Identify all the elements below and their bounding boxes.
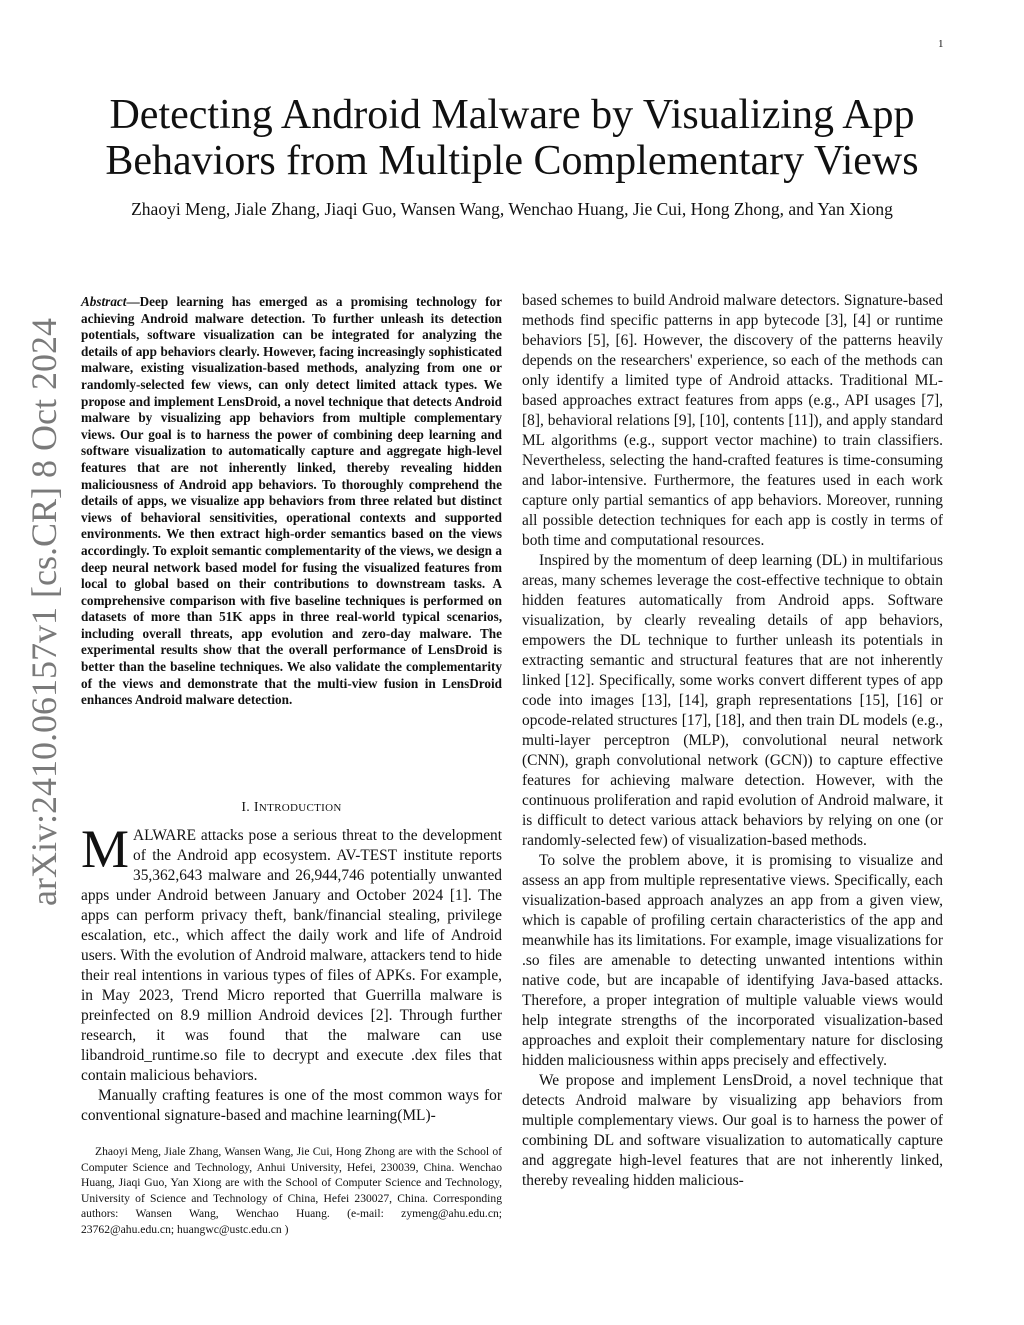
- right-paragraph-1: based schemes to build Android malware detectors. Signature-based methods find specific patterns in app bytecode [3], [4] or runtime behaviors [5], [6]. However, the discovery of the patterns heavily depends on the researchers' experience, so each of the methods can only identify a limited type of Android attacks. Traditional ML-based approaches extract features from apps (e.g., API usages [7], [8], behavioral relations [9], [10], contents [11]), and apply standard ML algorithms (e.g., support vector machine) to train classifiers. Nevertheless, selecting the hand-crafted features is time-consuming and labor-intensive. Furthermore, the features used in each work capture only partial semantics of app behaviors. Moreover, running all possible detection techniques for each app is costly in terms of both time and computational resources.: [522, 292, 943, 549]
- page-number: 1: [938, 38, 944, 50]
- footnote-text: Zhaoyi Meng, Jiale Zhang, Wansen Wang, Jie Cui, Hong Zhong are with the School of Computer Science and Technology, Anhui University, Hefei, 230039, China. Wenchao Huang, Jiaqi Guo, Yan Xiong are with the School of Computer Science and Technology, University of Science and Technology of China, Hefei 230027, China. Corresponding authors: Wansen Wang, Wenchao Huang. (e-mail: zymeng@ahu.edu.cn; 23762@ahu.edu.cn; huangwc@ustc.edu.cn ): [81, 1145, 502, 1236]
- abstract-text: —Deep learning has emerged as a promising technology for achieving Android malware detection. To further unleash its detection potentials, software visualization can be integrated for analyzing the details of app behaviors clearly. However, facing increasingly sophisticated malware, existing visualization-based methods, analyzing from one or randomly-selected few views, can only detect limited attack types. We propose and implement LensDroid, a novel technique that detects Android malware by visualizing app behaviors from multiple complementary views. Our goal is to harness the power of combining deep learning and software visualization to automatically capture and aggregate high-level features that are not inherently linked, thereby revealing hidden maliciousness of Android app behaviors. To thoroughly comprehend the details of apps, we visualize app behaviors from three related but distinct views of behavioral sensitivities, operational contexts and supported environments. We then extract high-order semantics based on the views accordingly. To exploit semantic complementarity of the views, we design a deep neural network based model for fusing the visualized features from local to global based on their contributions to downstream tasks. A comprehensive comparison with five baseline techniques is performed on datasets of more than 51K apps in three real-world typical scenarios, including overall threats, app evolution and zero-day malware. The experimental results show that the overall performance of LensDroid is better than the baseline techniques. We also validate the complementarity of the views and demonstrate that the multi-view fusion in LensDroid enhances Android malware detection.: [81, 294, 502, 708]
- right-column: [522, 291, 943, 1191]
- section-title-initial: I: [253, 800, 259, 815]
- section-title-rest: NTRODUCTION: [258, 802, 342, 814]
- author-list: Zhaoyi Meng, Jiale Zhang, Jiaqi Guo, Wansen Wang, Wenchao Huang, Jie Cui, Hong Zhong, and Yan Xiong: [131, 199, 893, 219]
- right-paragraph-2: Inspired by the momentum of deep learning (DL) in multifarious areas, many schemes leverage the cost-effective technique to obtain hidden features automatically from Android apps. Software visualization, by clearly revealing details of app behaviors, empowers the DL technique to further unleash its potentials in extracting semantic and structural features that are not inherently linked [12]. Specifically, some works convert different types of app code into images [13], [14], graph representations [15], [16] or opcode-related structures [17], [18], and then train DL models (e.g., multi-layer perceptron (MLP), convolutional neural network (CNN), graph convolutional network (GCN)) to capture effective features for achieving malware detection. However, with the continuous proliferation and rapid evolution of Android malware, it is difficult to detect various attack behaviors by relying on one (or randomly-selected few) of visualization-based methods.: [522, 552, 943, 849]
- section-heading-introduction: [81, 800, 502, 816]
- intro-paragraph-1-text: ALWARE attacks pose a serious threat to the development of the Android app ecosystem. AV-TEST institute reports 35,362,643 malware and 26,944,746 potentially unwanted apps under Android between January and October 2024 [1]. The apps can perform privacy theft, bank/financial stealing, privilege escalation, etc., which affect the daily work and life of Android users. With the evolution of Android malware, attackers tend to hide their real intentions in various types of files of APKs. For example, in May 2023, Trend Micro reported that Guerrilla malware is preinfected on 8.9 million Android devices [2]. Through further research, it was found that the malware can use libandroid_runtime.so file to decrypt and execute .dex files that contain malicious behaviors.: [81, 827, 502, 1084]
- abstract: [81, 294, 502, 709]
- abstract-heading: Abstract: [81, 294, 127, 309]
- arxiv-stamp: arXiv:2410.06157v1 [cs.CR] 8 Oct 2024: [24, 318, 64, 906]
- intro-paragraph-2: Manually crafting features is one of the most common ways for conventional signature-based and machine learning(ML)-: [81, 1087, 502, 1124]
- right-paragraph-3: To solve the problem above, it is promising to visualize and assess an app from multiple representative views. Specifically, each visualization-based approach analyzes an app from a given view, which is capable of profiling certain characteristics of the app and meanwhile has its limitations. For example, image visualizations for .so files are amenable to detecting unwanted intentions within native code, but are incapable of identifying Java-based attacks. Therefore, a proper integration of multiple valuable views would help integrate strengths of the incorporated visualization-based approaches and exploit their complementary nature for disclosing hidden maliciousness within apps precisely and effectively.: [522, 852, 943, 1069]
- right-paragraph-4: We propose and implement LensDroid, a novel technique that detects Android malware by visualizing app behaviors from multiple complementary views. Our goal is to harness the power of combining DL and software visualization to automatically capture and aggregate high-level features that are not inherently linked, thereby revealing hidden malicious-: [522, 1072, 943, 1189]
- section-number: I.: [241, 800, 251, 815]
- paper-title: Detecting Android Malware by Visualizing App Behaviors from Multiple Complementary Views: [105, 92, 919, 184]
- intro-paragraph-1: [81, 819, 502, 1086]
- author-footnote: [81, 1144, 502, 1238]
- introduction-body: [81, 819, 502, 1126]
- drop-cap: M: [81, 819, 130, 879]
